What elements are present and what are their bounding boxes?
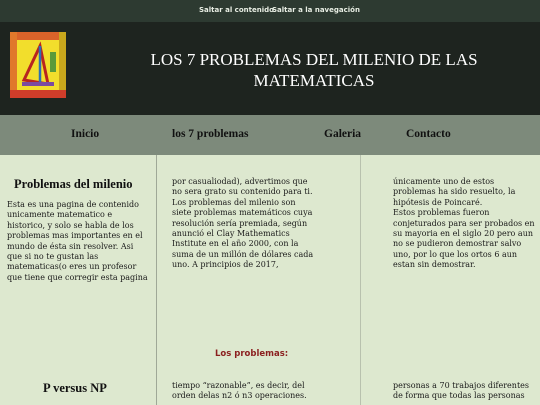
site-header [0, 22, 540, 115]
column-divider [360, 155, 361, 405]
nav-item-galeria[interactable]: Galeria [324, 128, 362, 140]
skip-to-navigation-link[interactable]: Saltar a la navegación [272, 6, 360, 14]
text-line: personas a 70 trabajos diferentes [393, 381, 529, 390]
text-line: matematicas(o eres un profesor [7, 262, 137, 272]
main-navigation [0, 115, 540, 155]
site-title [118, 49, 510, 91]
text-line: anunció el Clay Mathematics [172, 229, 290, 239]
text-line: tiempo “razonable”, es decir, del [172, 381, 305, 390]
site-title-line2: MATEMATICAS [253, 71, 375, 90]
problems-section-heading: Los problemas: [215, 349, 289, 359]
text-line: siete problemas matemáticos cuya [172, 208, 313, 218]
text-line: conjeturados para ser probados en [393, 218, 535, 228]
text-line: por casualiodad), advertimos que [172, 177, 308, 186]
text-line: resolución sería premiada, según [172, 218, 308, 228]
site-title-line1: LOS 7 PROBLEMAS DEL MILENIO DE LAS [150, 50, 478, 69]
text-line: problemas mas importantes en el [7, 231, 143, 241]
text-line: no sera grato su contenido para ti. [172, 187, 313, 197]
text-line: estan sin demostrar. [393, 260, 476, 270]
text-line: de forma que todas las personas [393, 391, 525, 401]
text-line: mundo de ésta sin resolver. Asi [7, 241, 134, 251]
p-vs-np-column-2 [172, 381, 352, 402]
text-line: Los problemas del milenio son [172, 197, 296, 207]
text-line: uno, por lo que los ortos 6 aun [393, 249, 518, 259]
text-line: uno. A principios de 2017, [172, 260, 279, 270]
text-line: historico, y solo se habla de los [7, 220, 134, 230]
nav-item-inicio[interactable]: Inicio [71, 128, 100, 140]
text-line: Institute en el año 2000, con la [172, 239, 299, 249]
text-line: únicamente uno de estos [393, 177, 495, 186]
text-line: que tiene que corregir esta pagina [7, 272, 148, 282]
text-line: no se pudieron demostrar salvo [393, 239, 522, 249]
nav-item-7-problemas[interactable]: los 7 problemas [172, 128, 249, 140]
section-heading-p-versus-np: P versus NP [43, 381, 107, 395]
intro-column-1 [7, 200, 152, 283]
text-line: problemas ha sido resuelto, la [393, 187, 516, 197]
intro-column-2 [172, 177, 352, 271]
column-divider [156, 155, 157, 405]
section-heading-problemas-del-milenio: Problemas del milenio [14, 177, 133, 191]
nav-item-contacto[interactable]: Contacto [406, 128, 451, 140]
text-line: suma de un millón de dólares cada [172, 249, 314, 259]
skip-to-content-link[interactable]: Saltar al contenido [199, 6, 274, 14]
p-vs-np-column-3 [393, 381, 538, 402]
text-line: hipótesis de Poincaré. [393, 197, 483, 207]
text-line: orden delas n2 ó n3 operaciones. [172, 391, 307, 401]
text-line: Estos problemas fueron [393, 208, 490, 218]
text-line: Esta es una pagina de contenido [7, 200, 139, 209]
site-logo[interactable] [10, 32, 66, 98]
text-line: unicamente matematico e [7, 210, 113, 220]
text-line: que si no te gustan las [7, 252, 99, 262]
text-line: su mayoria en el siglo 20 pero aun [393, 229, 533, 239]
intro-column-3 [393, 177, 538, 271]
skip-links-bar [0, 0, 540, 22]
